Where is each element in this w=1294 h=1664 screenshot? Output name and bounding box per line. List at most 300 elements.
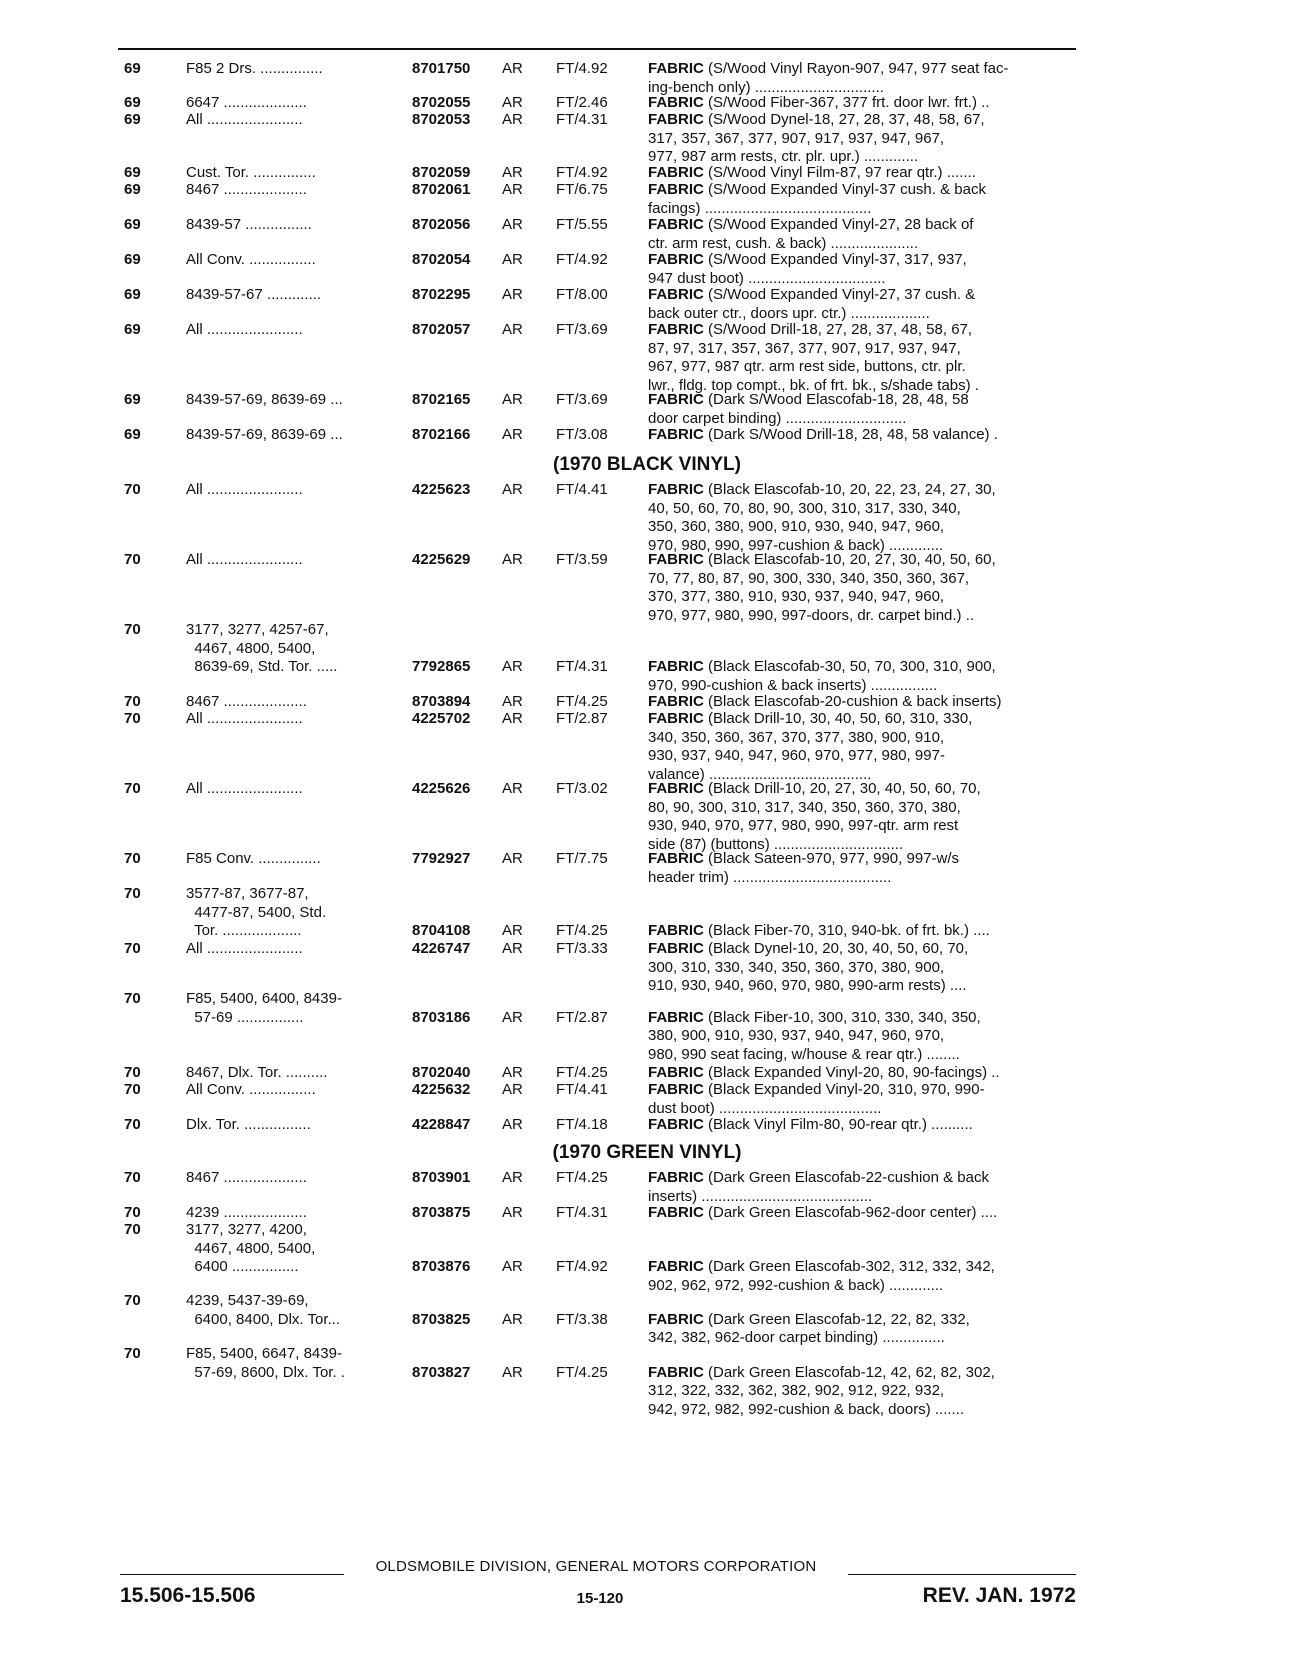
description <box>648 181 1080 218</box>
model-year: 69 <box>124 60 141 77</box>
quantity-ar: AR <box>502 321 523 338</box>
item-label: FABRIC <box>648 391 704 408</box>
part-number: 8702053 <box>412 111 471 128</box>
part-number: 8703875 <box>412 1204 471 1221</box>
quantity-ar: AR <box>502 94 523 111</box>
model-applicability <box>186 1169 416 1188</box>
unit-measure: FT/8.00 <box>556 286 608 303</box>
description-text: (Black Vinyl Film-80, 90-rear qtr.) .......... <box>708 1116 973 1133</box>
description-text: (S/Wood Vinyl Rayon-907, 947, 977 seat fac- <box>708 60 1009 77</box>
description-line: 350, 360, 380, 900, 910, 930, 940, 947, 960, <box>648 518 945 536</box>
description <box>648 1364 1080 1420</box>
description-line: ctr. arm rest, cush. & back) ..................... <box>648 234 919 252</box>
description-line <box>648 710 1080 729</box>
item-label: FABRIC <box>648 216 704 233</box>
model-line: 8467 .................... <box>186 1169 307 1186</box>
description-text: (S/Wood Expanded Vinyl-27, 28 back of <box>708 216 974 233</box>
model-applicability <box>186 990 416 1027</box>
part-number: 8703827 <box>412 1363 471 1381</box>
description-line <box>648 1169 1080 1188</box>
description <box>648 1258 1080 1295</box>
quantity-ar: AR <box>502 1258 523 1276</box>
description-line: 70, 77, 80, 87, 90, 300, 330, 340, 350, 360, 367, <box>648 569 970 587</box>
model-applicability <box>186 164 416 183</box>
description-text: (Black Elascofab-10, 20, 27, 30, 40, 50, 60, <box>708 551 996 568</box>
model-applicability <box>186 621 416 677</box>
description <box>648 111 1080 167</box>
description-line <box>648 658 1080 677</box>
description-line <box>648 1116 1080 1135</box>
model-line: All ....................... <box>186 780 303 797</box>
description-line: 380, 900, 910, 930, 937, 940, 947, 960, 970, <box>648 1027 945 1045</box>
model-year: 70 <box>124 481 141 498</box>
model-year: 70 <box>124 1081 141 1098</box>
model-line: F85, 5400, 6647, 8439- <box>186 1345 342 1362</box>
model-applicability <box>186 111 416 130</box>
model-line: Dlx. Tor. ................ <box>186 1116 311 1133</box>
model-line: All Conv. ................ <box>186 251 316 268</box>
description-line <box>648 693 1080 712</box>
unit-measure: FT/4.18 <box>556 1116 608 1133</box>
model-year: 70 <box>124 693 141 710</box>
footer-corporation: OLDSMOBILE DIVISION, GENERAL MOTORS CORPORATION <box>375 1558 817 1575</box>
model-applicability <box>186 216 416 235</box>
quantity-ar: AR <box>502 850 523 867</box>
model-line: All ....................... <box>186 481 303 498</box>
item-label: FABRIC <box>648 60 704 77</box>
model-year: 69 <box>124 426 141 443</box>
description <box>648 1116 1080 1135</box>
model-applicability <box>186 1204 416 1223</box>
item-label: FABRIC <box>648 1204 704 1221</box>
model-line: 8467 .................... <box>186 181 307 198</box>
quantity-ar: AR <box>502 693 523 710</box>
model-applicability <box>186 426 416 445</box>
model-year: 69 <box>124 164 141 181</box>
description-text: (Dark Green Elascofab-302, 312, 332, 342, <box>708 1258 995 1276</box>
unit-measure: FT/4.31 <box>556 111 608 128</box>
unit-measure: FT/4.25 <box>556 1169 608 1186</box>
description-text: (Black Fiber-70, 310, 940-bk. of frt. bk.) .... <box>708 922 990 940</box>
description-line: 942, 972, 982, 992-cushion & back, doors) ....... <box>648 1400 965 1418</box>
part-number: 8702055 <box>412 94 471 111</box>
description-line <box>648 1364 1080 1383</box>
item-label: FABRIC <box>648 1116 704 1133</box>
quantity-ar: AR <box>502 1064 523 1081</box>
model-applicability <box>186 1081 416 1100</box>
description-line: dust boot) ....................................... <box>648 1099 882 1117</box>
model-year: 70 <box>124 710 141 727</box>
model-year: 70 <box>124 1204 141 1221</box>
description-text: (Black Elascofab-20-cushion & back inserts) <box>708 693 1002 710</box>
unit-measure: FT/2.46 <box>556 94 608 111</box>
description-line: 312, 322, 332, 362, 382, 902, 912, 922, 932, <box>648 1382 945 1400</box>
description-line: 980, 990 seat facing, w/house & rear qtr.) ........ <box>648 1045 960 1063</box>
description-text: (S/Wood Fiber-367, 377 frt. door lwr. frt.) .. <box>708 94 990 111</box>
description-line: 970, 977, 980, 990, 997-doors, dr. carpet bind.) .. <box>648 606 975 624</box>
item-label: FABRIC <box>648 1008 704 1026</box>
part-number: 8702061 <box>412 181 471 198</box>
quantity-ar: AR <box>502 551 523 568</box>
description-line <box>648 481 1080 500</box>
description <box>648 286 1080 323</box>
quantity-ar: AR <box>502 922 523 940</box>
description-text: (S/Wood Vinyl Film-87, 97 rear qtr.) ....... <box>708 164 976 181</box>
unit-measure: FT/4.25 <box>556 922 608 940</box>
model-year: 70 <box>124 885 141 902</box>
quantity-ar: AR <box>502 181 523 198</box>
part-number: 8702059 <box>412 164 471 181</box>
unit-measure: FT/4.25 <box>556 693 608 710</box>
unit-measure: FT/7.75 <box>556 850 608 867</box>
model-applicability <box>186 1292 416 1329</box>
model-line: Cust. Tor. ............... <box>186 164 316 181</box>
model-line: F85 Conv. ............... <box>186 850 321 867</box>
model-year: 69 <box>124 94 141 111</box>
description-line: 317, 357, 367, 377, 907, 917, 937, 947, 967, <box>648 129 945 147</box>
description <box>648 164 1080 183</box>
quantity-ar: AR <box>502 1169 523 1186</box>
description-line <box>648 94 1080 113</box>
unit-measure: FT/3.38 <box>556 1310 608 1328</box>
model-applicability <box>186 481 416 500</box>
model-line: 8439-57-69, 8639-69 ... <box>186 426 343 443</box>
unit-measure: FT/4.41 <box>556 1081 608 1098</box>
model-year: 70 <box>124 1221 141 1238</box>
section-heading-black-vinyl: (1970 BLACK VINYL) <box>553 454 741 475</box>
part-number: 4225626 <box>412 780 471 797</box>
model-line: 6400, 8400, Dlx. Tor... <box>186 1310 340 1328</box>
model-year: 70 <box>124 1345 141 1362</box>
model-line: All ....................... <box>186 940 303 957</box>
model-line: 8467, Dlx. Tor. .......... <box>186 1064 328 1081</box>
description-line: header trim) ...................................... <box>648 868 892 886</box>
unit-measure: FT/3.59 <box>556 551 608 568</box>
model-year: 69 <box>124 251 141 268</box>
item-label: FABRIC <box>648 1310 704 1328</box>
description-line <box>648 850 1080 869</box>
description <box>648 1009 1080 1065</box>
model-year: 70 <box>124 1064 141 1081</box>
part-number: 8703825 <box>412 1310 471 1328</box>
quantity-ar: AR <box>502 426 523 443</box>
model-year: 70 <box>124 940 141 957</box>
model-year: 70 <box>124 1169 141 1186</box>
unit-measure: FT/4.92 <box>556 60 608 77</box>
item-label: FABRIC <box>648 94 704 111</box>
item-label: FABRIC <box>648 251 704 268</box>
footer-rule-right <box>848 1574 1076 1575</box>
description-line <box>648 1204 1080 1223</box>
description-line: inserts) ......................................... <box>648 1187 873 1205</box>
model-year: 70 <box>124 1292 141 1309</box>
description-line: 930, 940, 970, 977, 980, 990, 997-qtr. arm rest <box>648 817 959 835</box>
item-label: FABRIC <box>648 426 704 443</box>
description <box>648 216 1080 253</box>
model-line: All ....................... <box>186 321 303 338</box>
quantity-ar: AR <box>502 710 523 727</box>
description-line: 300, 310, 330, 340, 350, 360, 370, 380, 900, <box>648 958 945 976</box>
description <box>648 321 1080 395</box>
quantity-ar: AR <box>502 481 523 498</box>
description <box>648 1169 1080 1206</box>
model-line: 3177, 3277, 4257-67, <box>186 621 329 638</box>
item-label: FABRIC <box>648 551 704 568</box>
item-label: FABRIC <box>648 1064 704 1081</box>
unit-measure: FT/4.41 <box>556 481 608 498</box>
description-text: (Dark S/Wood Elascofab-18, 28, 48, 58 <box>708 391 969 408</box>
description-text: (S/Wood Dynel-18, 27, 28, 37, 48, 58, 67, <box>708 111 985 128</box>
part-number: 8702295 <box>412 286 471 303</box>
part-number: 4225632 <box>412 1081 471 1098</box>
part-number: 7792865 <box>412 658 471 676</box>
model-applicability <box>186 286 416 305</box>
model-applicability <box>186 1221 416 1277</box>
description-text: (Black Fiber-10, 300, 310, 330, 340, 350, <box>708 1008 981 1026</box>
description-text: (Black Drill-10, 30, 40, 50, 60, 310, 330, <box>708 710 973 727</box>
description-line: 40, 50, 60, 70, 80, 90, 300, 310, 317, 330, 340, <box>648 499 961 517</box>
part-number: 8704108 <box>412 922 471 940</box>
part-number: 8703876 <box>412 1258 471 1276</box>
description-line <box>648 181 1080 200</box>
model-line: 57-69, 8600, Dlx. Tor. . <box>186 1363 345 1381</box>
item-label: FABRIC <box>648 710 704 727</box>
part-number: 8702057 <box>412 321 471 338</box>
model-applicability <box>186 885 416 941</box>
description-text: (Black Elascofab-30, 50, 70, 300, 310, 900, <box>708 658 996 676</box>
unit-measure: FT/4.31 <box>556 1204 608 1221</box>
description-text: (Dark Green Elascofab-12, 42, 62, 82, 302, <box>708 1363 995 1381</box>
item-label: FABRIC <box>648 286 704 303</box>
footer-revision: REV. JAN. 1972 <box>922 1584 1076 1607</box>
description-text: (Dark Green Elascofab-962-door center) .... <box>708 1204 998 1221</box>
part-number: 7792927 <box>412 850 471 867</box>
description <box>648 693 1080 712</box>
part-number: 8702040 <box>412 1064 471 1081</box>
description-line: 947 dust boot) ................................. <box>648 269 886 287</box>
part-number: 4228847 <box>412 1116 471 1133</box>
item-label: FABRIC <box>648 481 704 498</box>
description-line <box>648 164 1080 183</box>
description-line <box>648 940 1080 959</box>
part-number: 8702165 <box>412 391 471 408</box>
part-number: 8702054 <box>412 251 471 268</box>
description-line: valance) ....................................... <box>648 765 872 783</box>
description <box>648 94 1080 113</box>
model-line: 4239, 5437-39-69, <box>186 1292 309 1309</box>
description-line: 80, 90, 300, 310, 317, 340, 350, 360, 370, 380, <box>648 798 961 816</box>
description-line: 930, 937, 940, 947, 960, 970, 977, 980, 997- <box>648 747 945 765</box>
model-line: 8439-57-67 ............. <box>186 286 322 303</box>
description-line: side (87) (buttons) ............................... <box>648 835 904 853</box>
model-applicability <box>186 1345 416 1382</box>
description-line: 977, 987 arm rests, ctr. plr. upr.) ............. <box>648 148 919 166</box>
model-line: 3577-87, 3677-87, <box>186 885 309 902</box>
description-text: (S/Wood Drill-18, 27, 28, 37, 48, 58, 67, <box>708 321 973 338</box>
description-line: 910, 930, 940, 960, 970, 980, 990-arm rests) .... <box>648 977 967 995</box>
quantity-ar: AR <box>502 1310 523 1328</box>
description-line: ing-bench only) ............................... <box>648 78 884 96</box>
description-line <box>648 251 1080 270</box>
description-line <box>648 551 1080 570</box>
quantity-ar: AR <box>502 286 523 303</box>
description-line: 87, 97, 317, 357, 367, 377, 907, 917, 937, 947, <box>648 339 961 357</box>
description-text: (Black Expanded Vinyl-20, 310, 970, 990- <box>708 1081 985 1098</box>
description <box>648 251 1080 288</box>
description <box>648 850 1080 887</box>
description-line <box>648 1258 1080 1277</box>
unit-measure: FT/3.69 <box>556 391 608 408</box>
description-line <box>648 1081 1080 1100</box>
model-applicability <box>186 940 416 959</box>
description-line <box>648 321 1080 340</box>
description-line <box>648 1009 1080 1028</box>
model-applicability <box>186 551 416 570</box>
unit-measure: FT/6.75 <box>556 181 608 198</box>
model-line: Tor. ................... <box>186 922 302 940</box>
footer-rule-left <box>120 1574 344 1575</box>
model-year: 70 <box>124 990 141 1007</box>
description-line: 340, 350, 360, 367, 370, 377, 380, 900, 910, <box>648 728 945 746</box>
item-label: FABRIC <box>648 693 704 710</box>
model-applicability <box>186 94 416 113</box>
item-label: FABRIC <box>648 922 704 940</box>
quantity-ar: AR <box>502 391 523 408</box>
part-number: 4225702 <box>412 710 471 727</box>
model-line: 8439-57-69, 8639-69 ... <box>186 391 343 408</box>
part-number: 8702166 <box>412 426 471 443</box>
model-applicability <box>186 693 416 712</box>
unit-measure: FT/3.02 <box>556 780 608 797</box>
description-text: (Dark Green Elascofab-22-cushion & back <box>708 1169 989 1186</box>
description-line <box>648 922 1080 941</box>
model-year: 69 <box>124 286 141 303</box>
part-number: 8703186 <box>412 1008 471 1026</box>
description-line: 967, 977, 987 qtr. arm rest side, buttons, ctr. plr. <box>648 358 966 376</box>
description-text: (S/Wood Expanded Vinyl-27, 37 cush. & <box>708 286 976 303</box>
quantity-ar: AR <box>502 1081 523 1098</box>
quantity-ar: AR <box>502 658 523 676</box>
model-year: 70 <box>124 780 141 797</box>
description <box>648 551 1080 625</box>
description <box>648 481 1080 555</box>
quantity-ar: AR <box>502 1204 523 1221</box>
model-applicability <box>186 60 416 79</box>
item-label: FABRIC <box>648 164 704 181</box>
part-number: 4226747 <box>412 940 471 957</box>
model-line: 8639-69, Std. Tor. ..... <box>186 658 338 676</box>
model-line: All ....................... <box>186 710 303 727</box>
description-line: facings) ........................................ <box>648 199 872 217</box>
item-label: FABRIC <box>648 1169 704 1186</box>
model-line: 4477-87, 5400, Std. <box>186 903 327 921</box>
model-line: 8467 .................... <box>186 693 307 710</box>
quantity-ar: AR <box>502 1363 523 1381</box>
description-text: (S/Wood Expanded Vinyl-37 cush. & back <box>708 181 986 198</box>
description-line: door carpet binding) ............................. <box>648 409 907 427</box>
description-line: 970, 980, 990, 997-cushion & back) ............. <box>648 536 944 554</box>
part-number: 8703901 <box>412 1169 471 1186</box>
model-year: 69 <box>124 321 141 338</box>
description-text: (Black Expanded Vinyl-20, 80, 90-facings) .. <box>708 1064 1000 1081</box>
model-applicability <box>186 1064 416 1083</box>
model-applicability <box>186 391 416 410</box>
footer-group-number: 15.506-15.506 <box>120 1584 256 1607</box>
description <box>648 940 1080 996</box>
unit-measure: FT/3.08 <box>556 426 608 443</box>
unit-measure: FT/4.31 <box>556 658 608 676</box>
model-line: 4467, 4800, 5400, <box>186 1239 316 1257</box>
unit-measure: FT/2.87 <box>556 1008 608 1026</box>
model-applicability <box>186 780 416 799</box>
item-label: FABRIC <box>648 1258 704 1276</box>
description <box>648 1081 1080 1118</box>
quantity-ar: AR <box>502 216 523 233</box>
footer-page-number: 15-120 <box>576 1590 624 1607</box>
description-line <box>648 780 1080 799</box>
description <box>648 710 1080 784</box>
description-text: (Dark S/Wood Drill-18, 28, 48, 58 valance) . <box>708 426 998 443</box>
description-line <box>648 1311 1080 1330</box>
part-number: 4225623 <box>412 481 471 498</box>
quantity-ar: AR <box>502 780 523 797</box>
unit-measure: FT/2.87 <box>556 710 608 727</box>
description-line <box>648 426 1080 445</box>
model-year: 70 <box>124 1116 141 1133</box>
description <box>648 391 1080 428</box>
item-label: FABRIC <box>648 850 704 867</box>
quantity-ar: AR <box>502 111 523 128</box>
quantity-ar: AR <box>502 164 523 181</box>
description-text: (Black Sateen-970, 977, 990, 997-w/s <box>708 850 960 867</box>
part-number: 4225629 <box>412 551 471 568</box>
model-year: 69 <box>124 181 141 198</box>
description-text: (Black Dynel-10, 20, 30, 40, 50, 60, 70, <box>708 940 969 957</box>
description <box>648 658 1080 695</box>
model-year: 70 <box>124 850 141 867</box>
item-label: FABRIC <box>648 1363 704 1381</box>
description <box>648 922 1080 941</box>
quantity-ar: AR <box>502 1008 523 1026</box>
description <box>648 426 1080 445</box>
model-applicability <box>186 181 416 200</box>
description <box>648 1204 1080 1223</box>
description <box>648 780 1080 854</box>
description-line <box>648 216 1080 235</box>
model-line: 4239 .................... <box>186 1204 307 1221</box>
description-text: (Dark Green Elascofab-12, 22, 82, 332, <box>708 1310 970 1328</box>
unit-measure: FT/5.55 <box>556 216 608 233</box>
model-line: 6647 .................... <box>186 94 307 111</box>
model-year: 70 <box>124 551 141 568</box>
description-line <box>648 60 1080 79</box>
description <box>648 60 1080 97</box>
quantity-ar: AR <box>502 251 523 268</box>
part-number: 8703894 <box>412 693 471 710</box>
model-line: All Conv. ................ <box>186 1081 316 1098</box>
part-number: 8702056 <box>412 216 471 233</box>
model-year: 70 <box>124 621 141 638</box>
description-line: 902, 962, 972, 992-cushion & back) ............. <box>648 1276 944 1294</box>
description <box>648 1311 1080 1348</box>
description-line: lwr., fldg. top compt., bk. of frt. bk., s/shade tabs) . <box>648 376 979 394</box>
model-line: 57-69 ................ <box>186 1008 304 1026</box>
model-line: F85 2 Drs. ............... <box>186 60 323 77</box>
model-applicability <box>186 850 416 869</box>
description-line: 370, 377, 380, 910, 930, 937, 940, 947, 960, <box>648 588 945 606</box>
item-label: FABRIC <box>648 181 704 198</box>
model-line: 6400 ................ <box>186 1258 299 1276</box>
